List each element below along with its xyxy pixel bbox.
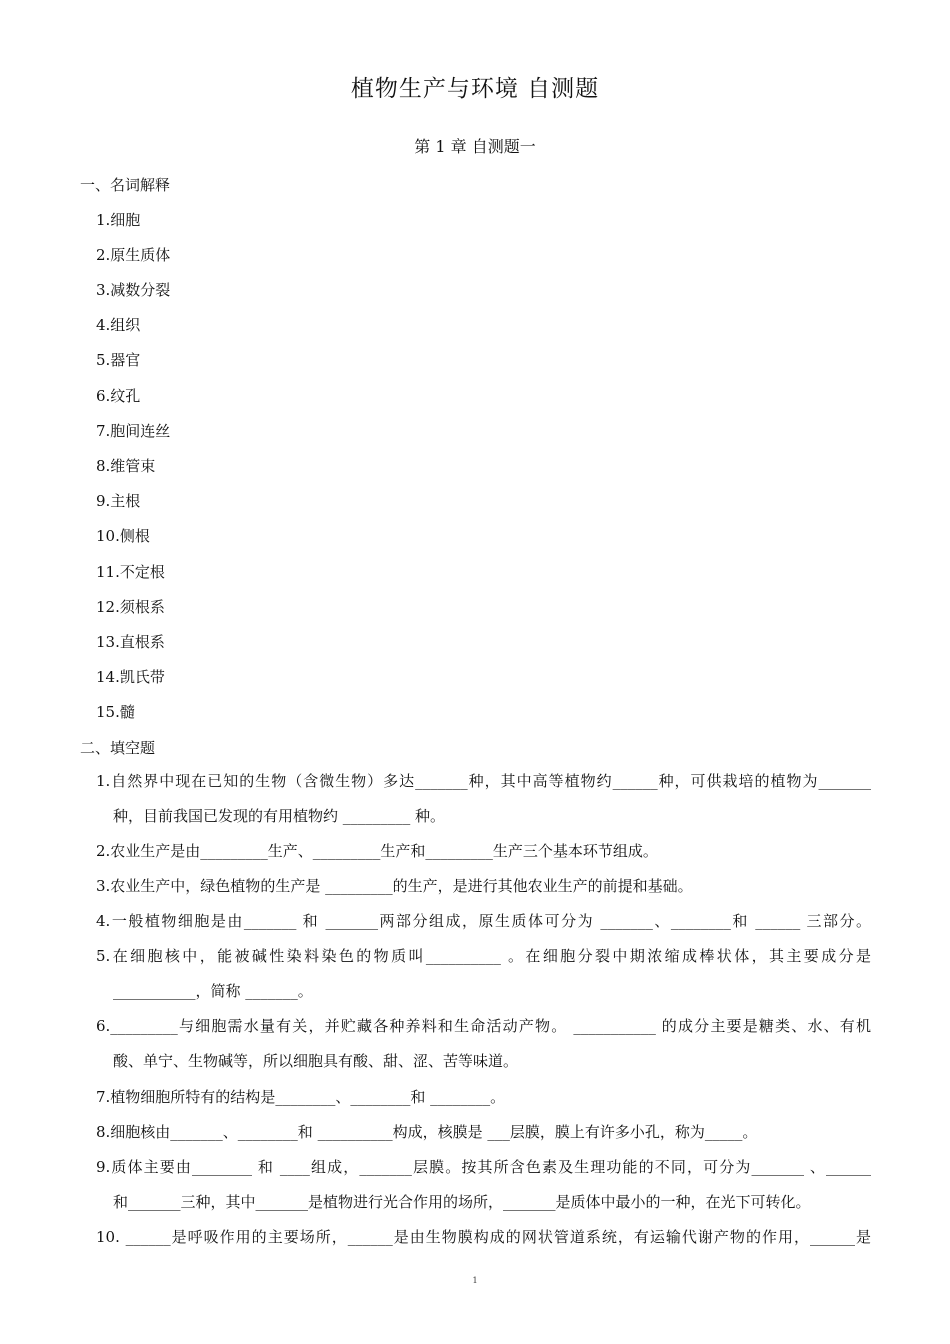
question-6: [96, 1009, 871, 1079]
question-6-line-1: 6._________与细胞需水量有关，并贮藏各种养料和生命活动产物。 ___________ 的成分主要是糖类、水、有机: [96, 1017, 871, 1035]
term-item: 9.主根: [96, 492, 141, 510]
question-5-line-1: 5.在细胞核中，能被碱性染料染色的物质叫__________ 。在细胞分裂中期浓缩成棒状体，其主要成分是: [96, 947, 871, 965]
term-item: 13.直根系: [96, 633, 165, 651]
question-2: [96, 834, 871, 869]
question-1-line-2: 种，目前我国已发现的有用植物约 _________ 种。: [113, 807, 446, 825]
term-item: 15.髓: [96, 703, 135, 721]
chapter-subtitle: 第 1 章 自测题一: [414, 137, 536, 156]
term-item: 14.凯氏带: [96, 668, 165, 686]
question-1: [96, 764, 871, 834]
question-3: [96, 869, 871, 904]
question-10: [96, 1220, 871, 1255]
term-item: 5.器官: [96, 351, 141, 369]
question-1-line-1: 1.自然界中现在已知的生物（含微生物）多达_______种，其中高等植物约______种，可供栽培的植物为_______: [96, 772, 871, 790]
term-item: 3.减数分裂: [96, 281, 171, 299]
section-heading-definitions: 一、名词解释: [80, 176, 171, 194]
term-item: 11.不定根: [96, 563, 165, 581]
term-item: 12.须根系: [96, 598, 165, 616]
term-item: 10.侧根: [96, 527, 150, 545]
term-item: 8.维管束: [96, 457, 156, 475]
term-item: 1.细胞: [96, 211, 141, 229]
question-8-text: 8.细胞核由_______、________和 __________构成，核膜是 ___层膜，膜上有许多小孔，称为_____。: [96, 1123, 758, 1141]
question-3-text: 3.农业生产中，绿色植物的生产是 _________的生产，是进行其他农业生产的前提和基础。: [96, 877, 693, 895]
term-item: 6.纹孔: [96, 387, 141, 405]
question-2-text: 2.农业生产是由_________生产、_________生产和_________生产三个基本环节组成。: [96, 842, 658, 860]
question-5-line-2: ___________，简称 _______。: [113, 982, 313, 1000]
question-9: [96, 1150, 871, 1220]
question-6-line-2: 酸、单宁、生物碱等，所以细胞具有酸、甜、涩、苦等味道。: [113, 1052, 519, 1070]
question-8: [96, 1115, 871, 1150]
question-4: [96, 904, 871, 939]
question-10-line-1: 10. ______是呼吸作用的主要场所，______是由生物膜构成的网状管道系统，有运输代谢产物的作用，______是: [96, 1228, 871, 1246]
term-item: 2.原生质体: [96, 246, 171, 264]
page-number: 1: [472, 1276, 478, 1285]
question-7-text: 7.植物细胞所特有的结构是________、________和 ________。: [96, 1088, 506, 1106]
term-item: 7.胞间连丝: [96, 422, 171, 440]
question-4-text: 4.一般植物细胞是由_______ 和 _______两部分组成，原生质体可分为 _______、________和 ______ 三部分。: [96, 912, 871, 930]
question-9-line-1: 9.质体主要由________ 和 ____组成，_______层膜。按其所含色素及生理功能的不同，可分为_______ 、______: [96, 1158, 871, 1176]
question-5: [96, 939, 871, 1009]
term-item: 4.组织: [96, 316, 141, 334]
section-heading-fill-in: 二、填空题: [80, 739, 156, 757]
question-7: [96, 1080, 871, 1115]
document-title: 植物生产与环境 自测题: [350, 76, 600, 102]
question-9-line-2: 和_______三种，其中_______是植物进行光合作用的场所，_______是质体中最小的一种，在光下可转化。: [113, 1193, 811, 1211]
